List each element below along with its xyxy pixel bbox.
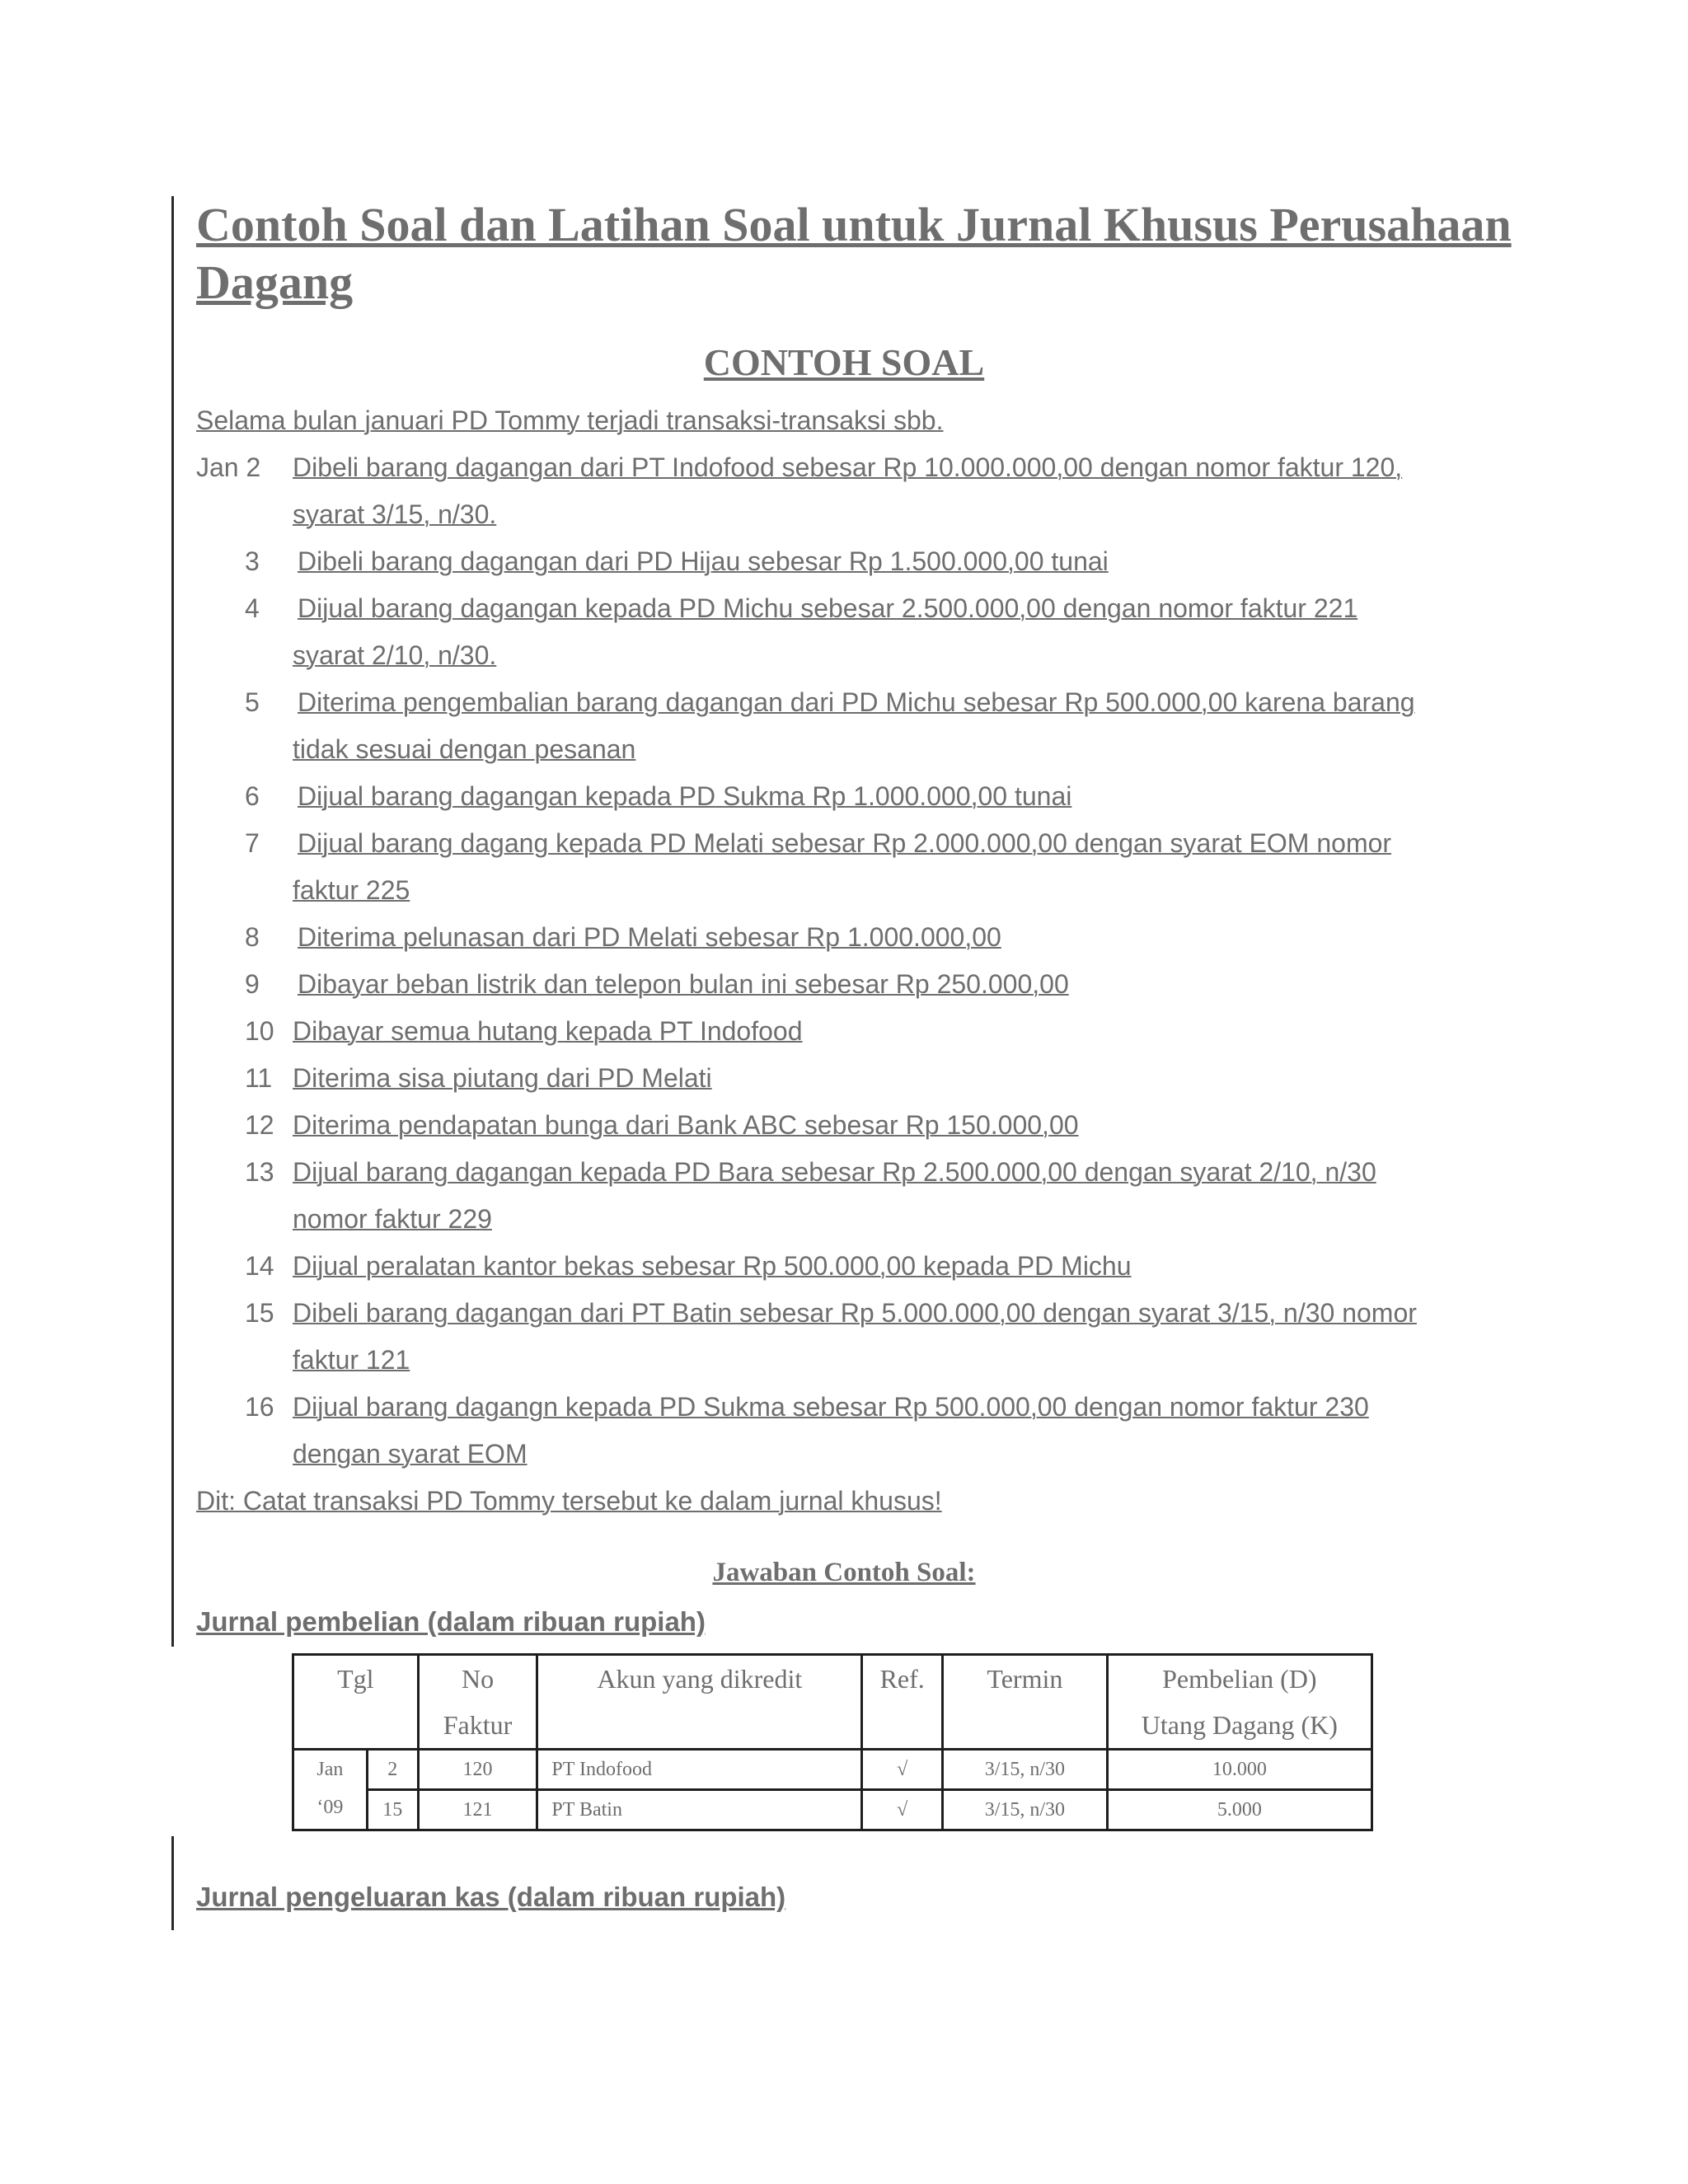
transaction-date: 12 bbox=[245, 1110, 274, 1140]
transaction-text: Dibeli barang dagangan dari PD Hijau sebesar Rp 1.500.000,00 tunai bbox=[298, 546, 1109, 576]
instruction-text: Dit: Catat transaksi PD Tommy tersebut ke dalam jurnal khusus! bbox=[196, 1486, 942, 1516]
transaction-date: 8 bbox=[245, 922, 260, 952]
akun-cell: PT Batin bbox=[537, 1790, 862, 1830]
termin-cell: 3/15, n/30 bbox=[943, 1790, 1108, 1830]
transaction-date: 6 bbox=[245, 781, 260, 811]
transaction-line bbox=[245, 921, 1001, 954]
transaction-date: 15 bbox=[245, 1298, 274, 1328]
transaction-text: Dijual barang dagangan kepada PD Sukma Rp 1.000.000,00 tunai bbox=[298, 781, 1072, 811]
transaction-text: Dibeli barang dagangan dari PT Batin sebesar Rp 5.000.000,00 dengan syarat 3/15, n/30 nomor bbox=[293, 1298, 1417, 1328]
transaction-continuation: syarat 3/15, n/30. bbox=[293, 499, 497, 529]
transaction-date: 5 bbox=[245, 687, 260, 717]
transaction-line bbox=[245, 1155, 1376, 1188]
transaction-line bbox=[245, 1390, 1369, 1423]
transaction-line bbox=[245, 1015, 803, 1047]
transaction-text: Diterima pendapatan bunga dari Bank ABC sebesar Rp 150.000,00 bbox=[293, 1110, 1079, 1140]
transaction-continuation: faktur 121 bbox=[293, 1345, 410, 1375]
transaction-date: 9 bbox=[245, 969, 260, 999]
transaction-line bbox=[245, 1249, 1132, 1282]
transaction-continuation: faktur 225 bbox=[293, 875, 410, 905]
akun-cell: PT Indofood bbox=[537, 1750, 862, 1790]
ref-cell: √ bbox=[862, 1750, 943, 1790]
column-header-text: No bbox=[461, 1664, 495, 1694]
transaction-date: 4 bbox=[245, 593, 260, 623]
amount-cell: 10.000 bbox=[1107, 1750, 1372, 1790]
transaction-line bbox=[245, 968, 1069, 1001]
transaction-text: Diterima sisa piutang dari PD Melati bbox=[293, 1063, 712, 1093]
transaction-text: Dibayar semua hutang kepada PT Indofood bbox=[293, 1016, 803, 1046]
transaction-date: 16 bbox=[245, 1392, 274, 1422]
column-header-text: Pembelian (D) bbox=[1162, 1664, 1317, 1694]
transaction-line bbox=[245, 1062, 712, 1094]
transaction-line bbox=[245, 780, 1071, 813]
purchase-journal-table bbox=[292, 1653, 1373, 1831]
column-header-no-faktur bbox=[418, 1655, 537, 1750]
transaction-text: Diterima pengembalian barang dagangan dari PD Michu sebesar Rp 500.000,00 karena barang bbox=[298, 687, 1415, 717]
transaction-continuation: dengan syarat EOM bbox=[293, 1439, 528, 1469]
transaction-text: Dijual barang dagangan kepada PD Michu sebesar 2.500.000,00 dengan nomor faktur 221 bbox=[298, 593, 1358, 623]
section-heading: CONTOH SOAL bbox=[703, 341, 985, 383]
column-header-termin: Termin bbox=[943, 1655, 1108, 1750]
transaction-line bbox=[196, 451, 1402, 484]
transaction-text: Dijual barang dagang kepada PD Melati sebesar Rp 2.000.000,00 dengan syarat EOM nomor bbox=[298, 828, 1392, 858]
transaction-text: Diterima pelunasan dari PD Melati sebesar Rp 1.000.000,00 bbox=[298, 922, 1001, 952]
transaction-date: 11 bbox=[245, 1063, 273, 1093]
intro-text: Selama bulan januari PD Tommy terjadi transaksi-transaksi sbb. bbox=[196, 405, 944, 435]
transaction-text: Dijual peralatan kantor bekas sebesar Rp 500.000,00 kepada PD Michu bbox=[293, 1251, 1132, 1281]
transaction-line bbox=[245, 545, 1109, 578]
column-header-amount bbox=[1107, 1655, 1372, 1750]
transaction-date: 10 bbox=[245, 1016, 274, 1046]
transaction-continuation: tidak sesuai dengan pesanan bbox=[293, 734, 636, 764]
column-header-text: Faktur bbox=[443, 1710, 513, 1740]
day-cell: 15 bbox=[367, 1790, 418, 1830]
transaction-date: 13 bbox=[245, 1157, 274, 1187]
transaction-line bbox=[245, 827, 1391, 860]
termin-cell: 3/15, n/30 bbox=[943, 1750, 1108, 1790]
transaction-date: 7 bbox=[245, 828, 260, 858]
table-row bbox=[293, 1790, 1372, 1830]
transaction-text: Dijual barang dagangn kepada PD Sukma sebesar Rp 500.000,00 dengan nomor faktur 230 bbox=[293, 1392, 1369, 1422]
document-title: Contoh Soal dan Latihan Soal untuk Jurnal Khusus Perusahaan Dagang bbox=[196, 198, 1512, 309]
table-header-row bbox=[293, 1655, 1372, 1750]
transaction-text: Dibayar beban listrik dan telepon bulan ini sebesar Rp 250.000,00 bbox=[298, 969, 1069, 999]
transaction-line bbox=[245, 1296, 1417, 1329]
answer-heading: Jawaban Contoh Soal: bbox=[712, 1558, 976, 1587]
faktur-cell: 120 bbox=[418, 1750, 537, 1790]
year-text: ‘09 bbox=[316, 1797, 344, 1818]
transaction-continuation: nomor faktur 229 bbox=[293, 1204, 492, 1234]
transaction-date: Jan 2 bbox=[196, 452, 261, 482]
column-header-ref: Ref. bbox=[862, 1655, 943, 1750]
month-text: Jan bbox=[316, 1759, 344, 1780]
transaction-continuation: syarat 2/10, n/30. bbox=[293, 640, 497, 670]
day-cell: 2 bbox=[367, 1750, 418, 1790]
transaction-date: 14 bbox=[245, 1251, 274, 1281]
transaction-line bbox=[245, 1108, 1079, 1141]
column-header-akun: Akun yang dikredit bbox=[537, 1655, 862, 1750]
faktur-cell: 121 bbox=[418, 1790, 537, 1830]
margin-change-bar bbox=[171, 1836, 174, 1930]
date-month-cell bbox=[293, 1750, 368, 1830]
table-row bbox=[293, 1750, 1372, 1790]
transaction-date: 3 bbox=[245, 546, 260, 576]
transaction-text: Dibeli barang dagangan dari PT Indofood sebesar Rp 10.000.000,00 dengan nomor faktur 120, bbox=[293, 452, 1403, 482]
column-header-tgl: Tgl bbox=[293, 1655, 419, 1750]
cash-journal-title: Jurnal pengeluaran kas (dalam ribuan rupiah) bbox=[196, 1882, 786, 1912]
amount-cell: 5.000 bbox=[1107, 1790, 1372, 1830]
transaction-line bbox=[245, 686, 1415, 719]
ref-cell: √ bbox=[862, 1790, 943, 1830]
purchase-journal-title: Jurnal pembelian (dalam ribuan rupiah) bbox=[196, 1606, 706, 1637]
margin-change-bar bbox=[171, 196, 174, 1647]
transaction-text: Dijual barang dagangan kepada PD Bara sebesar Rp 2.500.000,00 dengan syarat 2/10, n/30 bbox=[293, 1157, 1376, 1187]
transaction-line bbox=[245, 592, 1357, 625]
column-header-text: Utang Dagang (K) bbox=[1141, 1710, 1338, 1740]
